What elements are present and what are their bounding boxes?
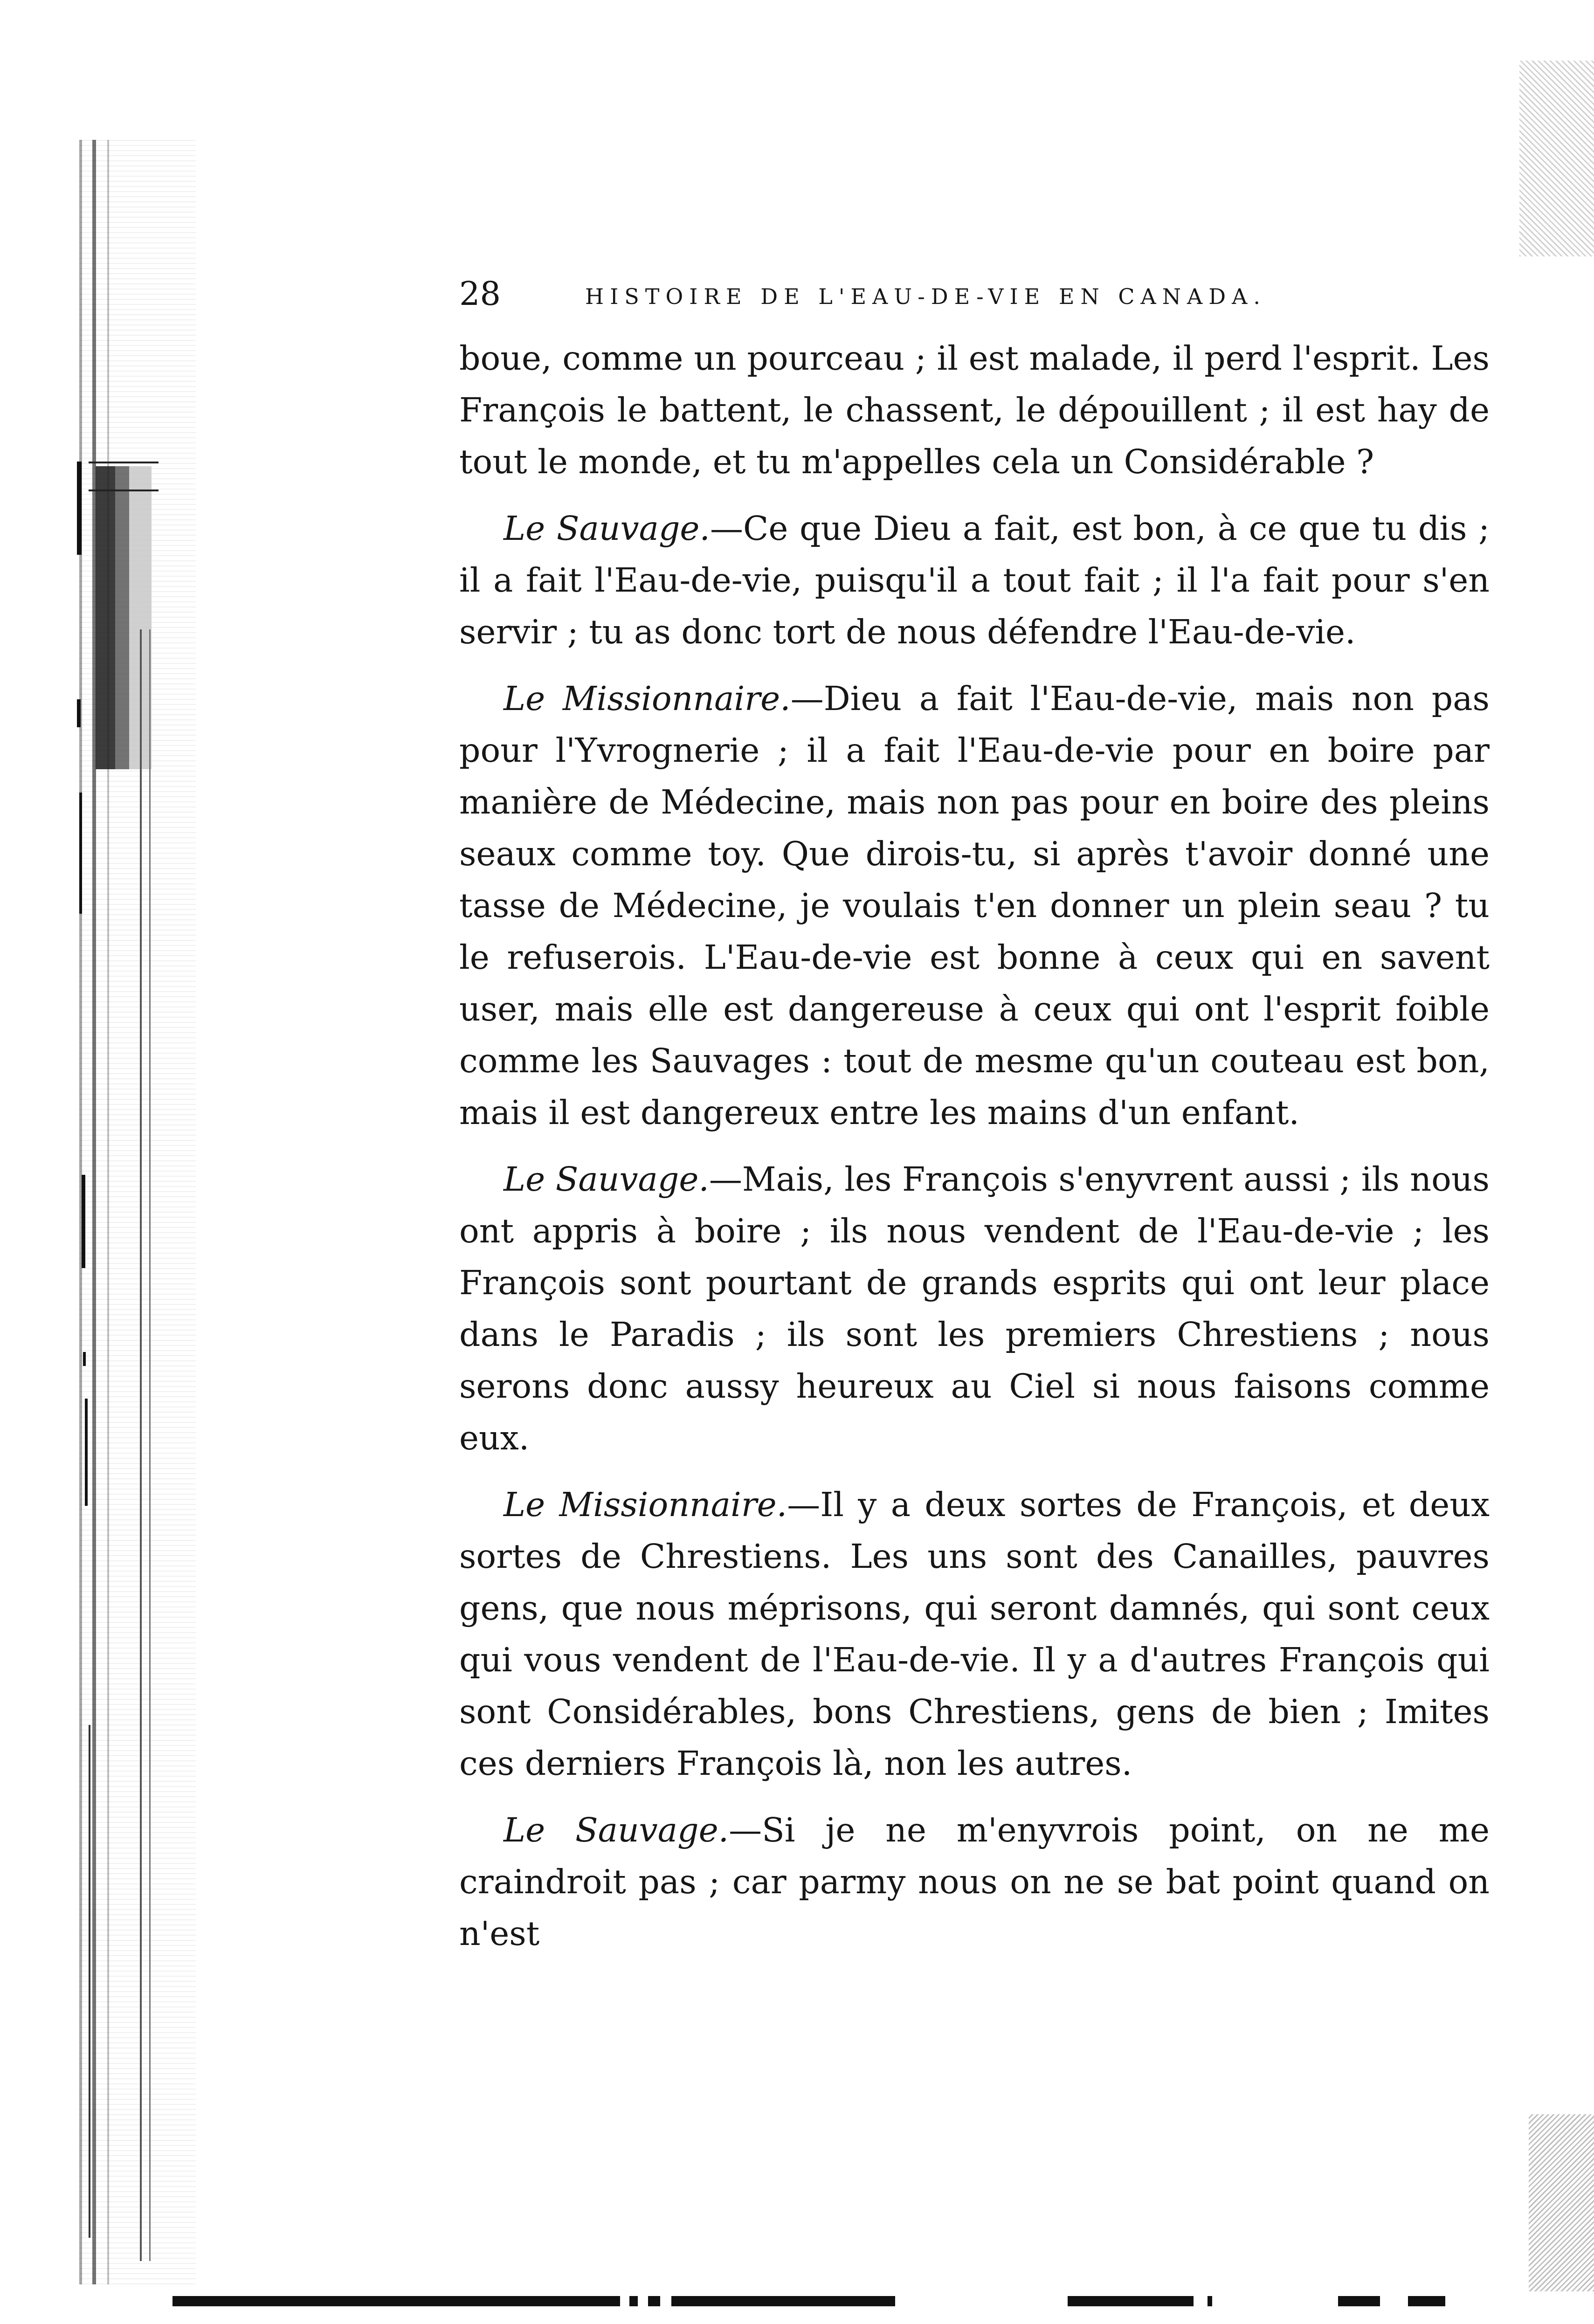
scan-marks-left <box>0 0 186 2324</box>
paragraph <box>459 503 1490 658</box>
speaker-name: Le Missionnaire. <box>504 1485 787 1524</box>
scan-bar-2 <box>629 2296 638 2306</box>
paragraph-text: boue, comme un pourceau ; il est malade, il perd l'esprit. Les François le battent, le chassent, le dépouillent ; il est hay de tout le monde, et tu m'appelles cela un Considérable ? <box>459 339 1490 481</box>
speaker-name: Le Sauvage. <box>504 509 710 548</box>
page-number: 28 <box>459 275 501 313</box>
page-header <box>459 270 1504 317</box>
paragraph <box>459 1479 1490 1789</box>
paragraph-text: —Ce que Dieu a fait, est bon, à ce que tu dis ; il a fait l'Eau-de-vie, puisqu'il a tout fait ; il l'a fait pour s'en servir ; tu as donc tort de nous défendre l'Eau-de-vie. <box>459 509 1490 651</box>
paragraph-text: —Dieu a fait l'Eau-de-vie, mais non pas pour l'Yvrognerie ; il a fait l'Eau-de-vie pour en boire par manière de Médecine, mais non pas pour en boire des pleins seaux comme toy. Que dirois-tu, si après t'avoir donné une tasse de Médecine, je voulais t'en donner un plein seau ? tu le refuserois. L'Eau-de-vie est bonne à ceux qui en savent user, mais elle est dangereuse à ceux qui ont l'esprit foible comme les Sauvages : tout de mesme qu'un couteau est bon, mais il est dangereux entre les mains d'un enfant. <box>459 679 1490 1132</box>
paragraph-text: —Il y a deux sortes de François, et deux sortes de Chrestiens. Les uns sont des Canailles, pauvres gens, que nous méprisons, qui seront damnés, qui sont ceux qui vous vendent de l'Eau-de-vie. Il y a d'autres François qui sont Considérables, bons Chrestiens, gens de bien ; Imites ces derniers François là, non les autres. <box>459 1485 1490 1783</box>
body-text <box>459 332 1490 1959</box>
scan-bar-8 <box>1408 2296 1445 2306</box>
paragraph-text: —Mais, les François s'enyvrent aussi ; ils nous ont appris à boire ; ils nous vendent de l'Eau-de-vie ; les François sont pourtant de grands esprits qui ont leur place dans le Paradis ; ils sont les premiers Chrestiens ; nous serons donc aussy heureux au Ciel si nous faisons comme eux. <box>459 1160 1490 1457</box>
scan-bar-3 <box>648 2296 660 2306</box>
scan-bar-7 <box>1338 2296 1380 2306</box>
scan-noise-top-right <box>1519 61 1594 256</box>
scan-bar-5 <box>1068 2296 1194 2306</box>
paragraph <box>459 1804 1490 1959</box>
speaker-name: Le Missionnaire. <box>504 679 791 718</box>
scan-bar-1 <box>173 2296 620 2306</box>
paragraph <box>459 1153 1490 1464</box>
paragraph <box>459 673 1490 1138</box>
paragraph <box>459 332 1490 488</box>
paragraph-text: —Si je ne m'enyvrois point, on ne me craindroit pas ; car parmy nous on ne se bat point quand on n'est <box>459 1811 1490 1953</box>
scan-bar-4 <box>671 2296 895 2306</box>
scan-noise-bottom-right <box>1529 2114 1594 2291</box>
running-head: HISTOIRE DE L'EAU-DE-VIE EN CANADA. <box>585 284 1266 309</box>
speaker-name: Le Sauvage. <box>504 1160 709 1199</box>
speaker-name: Le Sauvage. <box>504 1811 729 1849</box>
scan-bar-6 <box>1208 2296 1212 2306</box>
